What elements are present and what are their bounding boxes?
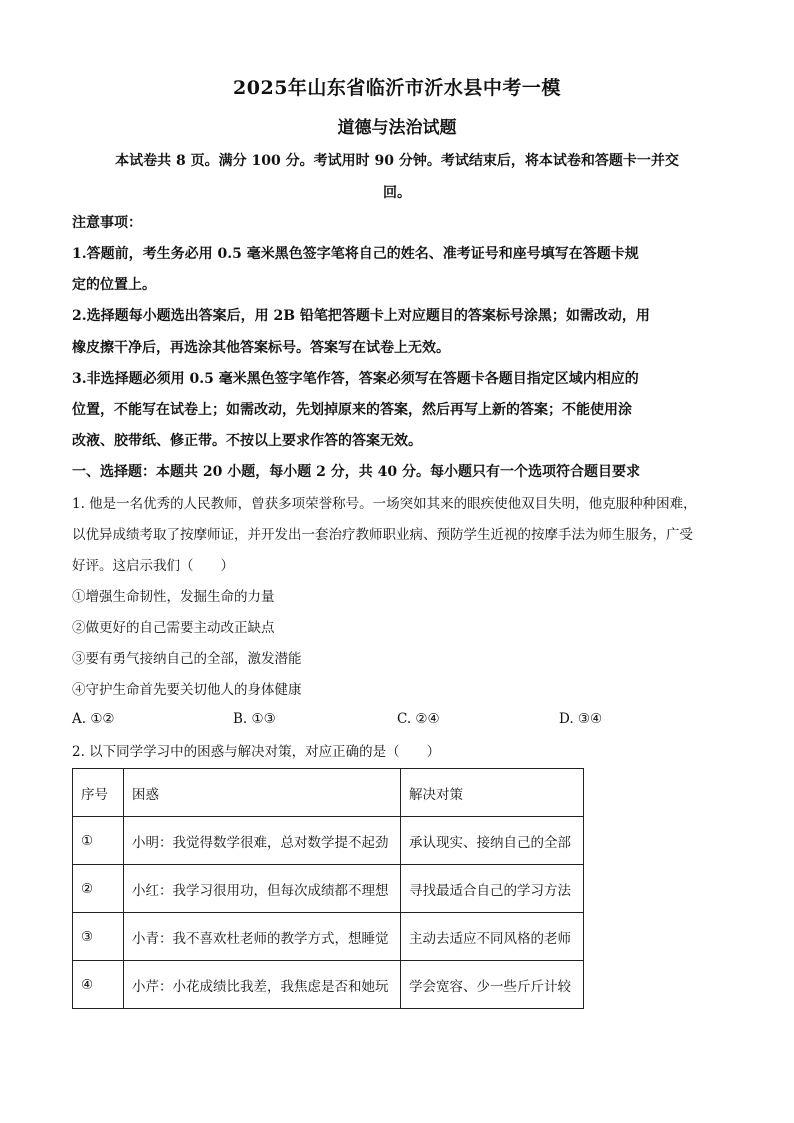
intro-line-2: 回。	[383, 185, 411, 201]
q1-option-a: A. ①②	[72, 711, 115, 727]
q1-stem-line: 以优异成绩考取了按摩师证，并开发出一套治疗教师职业病、预防学生近视的按摩手法为师生服务，广受	[72, 527, 693, 543]
q1-statement: ②做更好的自己需要主动改正缺点	[72, 620, 275, 636]
table-cell: 寻找最适合自己的学习方法	[401, 865, 584, 913]
q1-option-b: B. ①③	[233, 711, 276, 727]
table-row	[73, 913, 584, 961]
table-cell: 学会宽容、少一些斤斤计较	[401, 961, 584, 1009]
note-line: 2.选择题每小题选出答案后，用 2B 铅笔把答题卡上对应题目的答案标号涂黑；如需改动，用	[72, 308, 650, 324]
section-heading: 一、选择题：本题共 20 小题，每小题 2 分，共 40 分。每小题只有一个选项符合题目要求	[72, 464, 640, 480]
table-cell: 小青：我不喜欢杜老师的教学方式，想睡觉	[124, 913, 401, 961]
q1-statement: ①增强生命韧性，发掘生命的力量	[72, 589, 275, 605]
table-cell: 小芹：小花成绩比我差，我焦虑是否和她玩	[124, 961, 401, 1009]
note-line: 橡皮擦干净后，再选涂其他答案标号。答案写在试卷上无效。	[72, 340, 450, 356]
note-line: 3.非选择题必须用 0.5 毫米黑色签字笔作答，答案必须写在答题卡各题目指定区域内相应的	[72, 371, 639, 387]
q1-option-d: D. ③④	[559, 711, 603, 727]
q2-table	[72, 768, 584, 1009]
table-cell: ①	[73, 817, 124, 865]
table-row	[73, 865, 584, 913]
table-cell: 承认现实、接纳自己的全部	[401, 817, 584, 865]
q1-stem-line: 1. 他是一名优秀的人民教师，曾获多项荣誉称号。一场突如其来的眼疾使他双目失明，他克服种种困难，	[72, 496, 697, 512]
exam-title: 2025年山东省临沂市沂水县中考一模	[233, 77, 561, 99]
table-header-cell: 序号	[73, 769, 124, 817]
note-line: 定的位置上。	[72, 277, 156, 293]
q2-stem: 2. 以下同学学习中的困惑与解决对策，对应正确的是（ ）	[72, 744, 441, 760]
table-cell: 小明：我觉得数学很难，总对数学提不起劲	[124, 817, 401, 865]
q1-stem-line: 好评。这启示我们（ ）	[72, 558, 234, 574]
table-row	[73, 961, 584, 1009]
note-line: 位置，不能写在试卷上；如需改动，先划掉原来的答案，然后再写上新的答案；不能使用涂	[72, 402, 632, 418]
exam-subtitle: 道德与法治试题	[337, 118, 457, 138]
intro-line-1: 本试卷共 8 页。满分 100 分。考试用时 90 分钟。考试结束后，将本试卷和答题卡一并交	[115, 153, 679, 169]
table-row	[73, 817, 584, 865]
note-line: 改液、胶带纸、修正带。不按以上要求作答的答案无效。	[72, 433, 422, 449]
q1-statement: ④守护生命首先要关切他人的身体健康	[72, 682, 302, 698]
table-cell: ④	[73, 961, 124, 1009]
table-cell: 小红：我学习很用功，但每次成绩都不理想	[124, 865, 401, 913]
q1-option-c: C. ②④	[397, 711, 440, 727]
q1-statement: ③要有勇气接纳自己的全部，激发潜能	[72, 651, 302, 667]
table-cell: ②	[73, 865, 124, 913]
table-header-cell: 困惑	[124, 769, 401, 817]
note-line: 1.答题前，考生务必用 0.5 毫米黑色签字笔将自己的姓名、准考证号和座号填写在答题卡规	[72, 246, 639, 262]
table-cell: ③	[73, 913, 124, 961]
table-header-cell: 解决对策	[401, 769, 584, 817]
table-cell: 主动去适应不同风格的老师	[401, 913, 584, 961]
table-header-row	[73, 769, 584, 817]
notes-heading: 注意事项：	[72, 215, 142, 231]
